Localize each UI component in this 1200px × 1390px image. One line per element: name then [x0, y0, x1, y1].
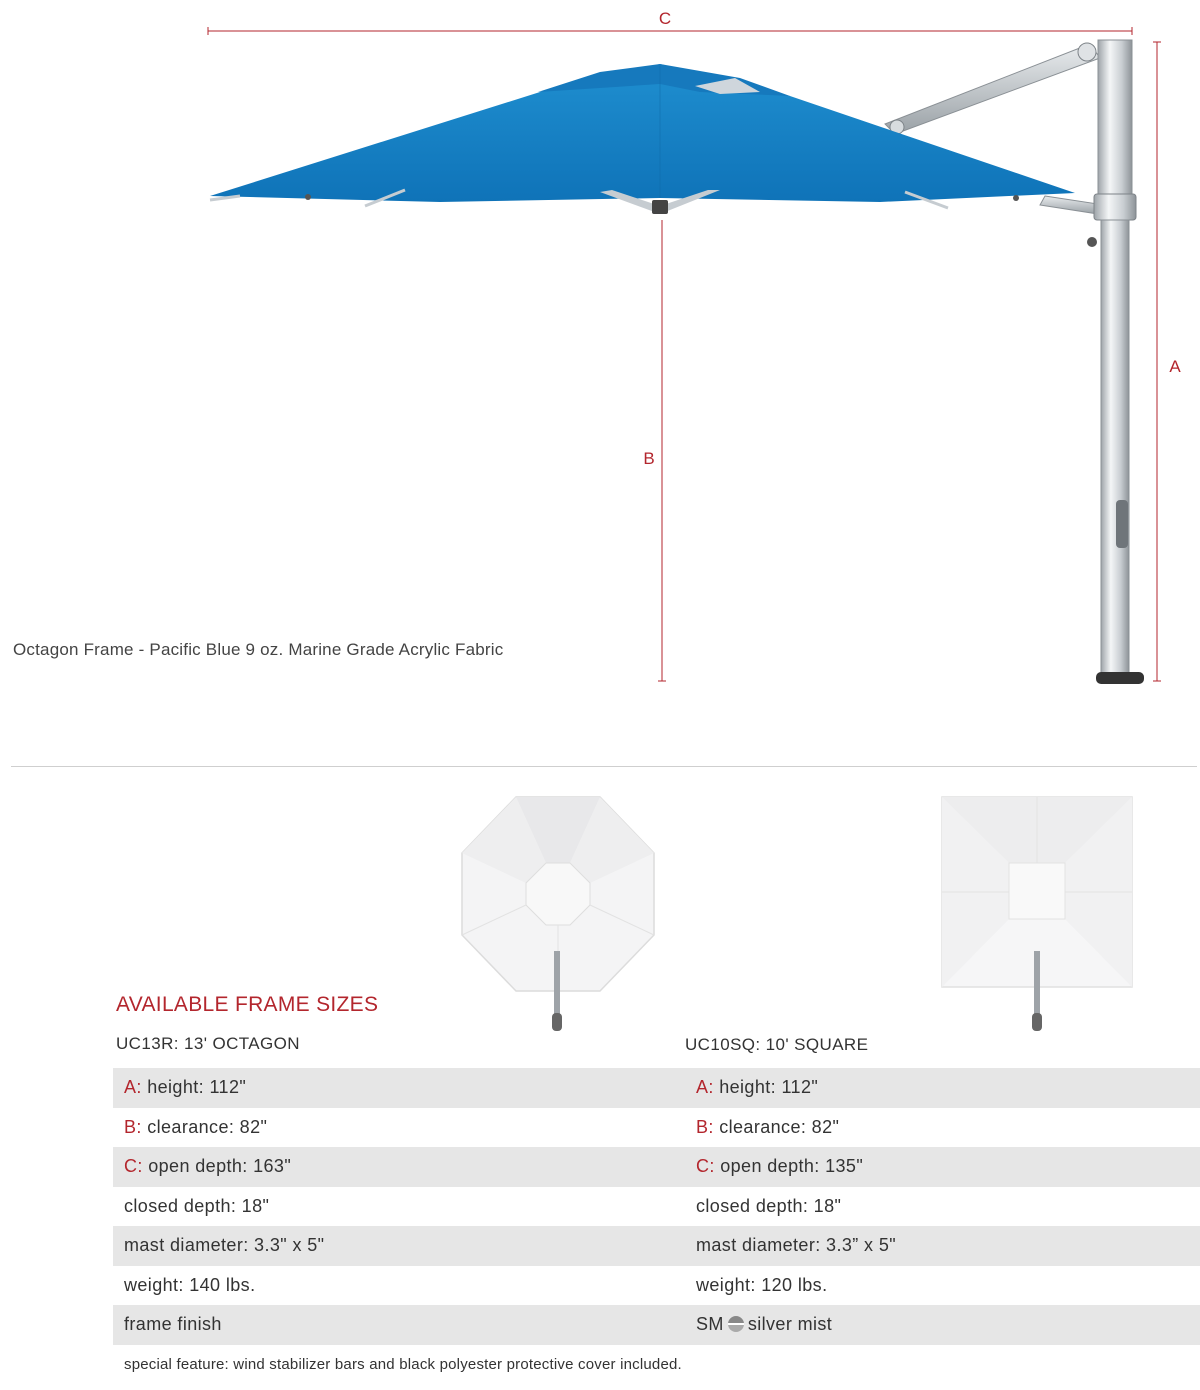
spec-value: open depth: 135" — [714, 1156, 864, 1177]
spec-value: open depth: 163" — [142, 1156, 292, 1177]
canopy — [210, 64, 1075, 214]
spec-row-clearance — [113, 1108, 1200, 1148]
spec-value: clearance: 82" — [713, 1116, 840, 1137]
dimension-c-line — [208, 27, 1132, 35]
spec-label: C: — [696, 1156, 715, 1177]
spec-row-open-depth — [113, 1147, 1200, 1187]
frame-sizes-title: AVAILABLE FRAME SIZES — [116, 993, 379, 1016]
dimension-b-line — [658, 220, 666, 681]
spec-value: clearance: 82" — [141, 1116, 268, 1137]
dimension-c-label: C — [658, 9, 672, 28]
spec-table — [113, 1068, 1200, 1345]
model-name-octagon: UC13R: 13' OCTAGON — [116, 1034, 300, 1053]
section-divider — [11, 766, 1197, 767]
support-arm — [885, 43, 1100, 134]
spec-value: frame finish — [124, 1314, 222, 1335]
spec-value: closed depth: 18" — [696, 1195, 842, 1216]
mast-pole — [1087, 40, 1144, 684]
spec-label: B: — [124, 1116, 142, 1137]
spec-row-weight — [113, 1266, 1200, 1306]
spec-value: mast diameter: 3.3” x 5" — [696, 1235, 897, 1256]
special-feature-note: special feature: wind stabilizer bars and black polyester protective cover included. — [124, 1356, 682, 1373]
spec-value: height: 112" — [141, 1077, 247, 1098]
spec-value: weight: 120 lbs. — [696, 1274, 828, 1295]
spec-row-frame-finish — [113, 1305, 1200, 1345]
spec-row-closed-depth — [113, 1187, 1200, 1227]
lower-arm — [1040, 196, 1098, 214]
dimension-a-line — [1153, 42, 1161, 681]
square-top-view — [940, 795, 1135, 1035]
spec-value: mast diameter: 3.3" x 5" — [124, 1235, 325, 1256]
spec-label: A: — [124, 1077, 142, 1098]
spec-row-height — [113, 1068, 1200, 1108]
dimension-a-label: A — [1169, 357, 1181, 376]
dimension-b-label: B — [643, 449, 655, 468]
spec-label: C: — [124, 1156, 143, 1177]
finish-code: SM — [696, 1314, 724, 1335]
spec-value: height: 112" — [713, 1077, 819, 1098]
spec-label: B: — [696, 1116, 714, 1137]
spec-value: closed depth: 18" — [124, 1195, 270, 1216]
product-caption: Octagon Frame - Pacific Blue 9 oz. Marine Grade Acrylic Fabric — [13, 640, 504, 659]
spec-row-mast-diameter — [113, 1226, 1200, 1266]
octagon-top-view — [458, 795, 658, 1035]
model-name-square: UC10SQ: 10' SQUARE — [685, 1035, 869, 1054]
silver-mist-swatch-icon — [728, 1316, 744, 1332]
spec-value: weight: 140 lbs. — [124, 1274, 256, 1295]
finish-name: silver mist — [747, 1314, 833, 1335]
spec-label: A: — [696, 1077, 714, 1098]
